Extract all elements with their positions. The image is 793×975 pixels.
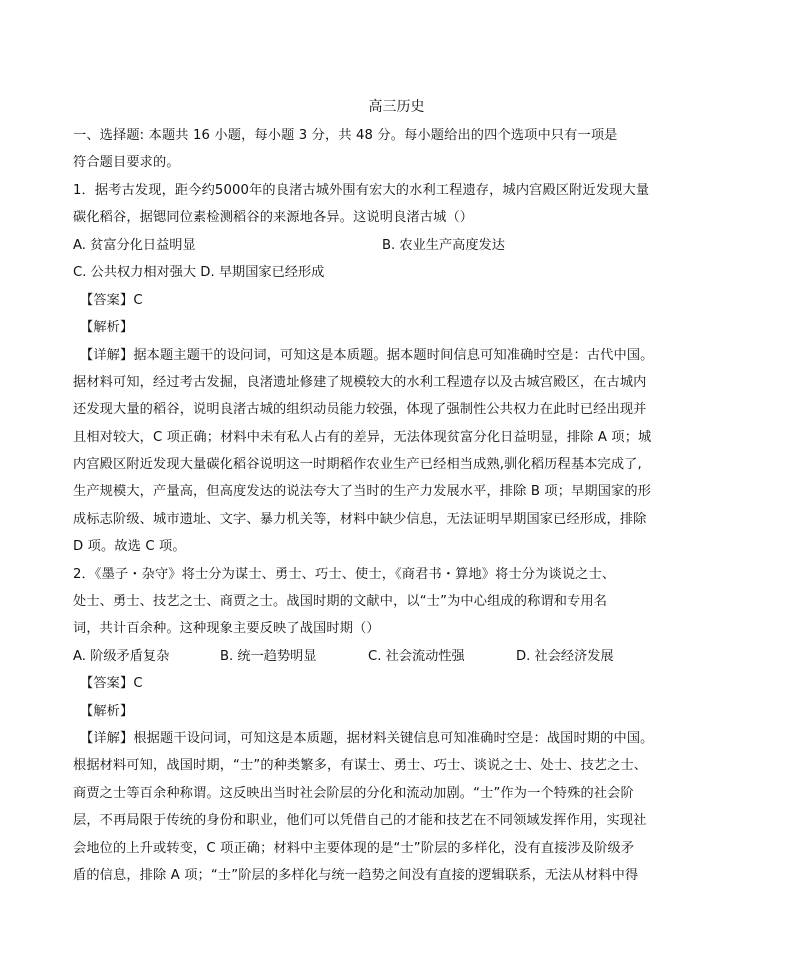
q1-detail-line-5: 内宫殿区附近发现大量碳化稻谷说明这一时期稻作农业生产已经相当成熟,驯化稻历程基本完成了,	[73, 457, 642, 472]
q2-stem-line-3: 词，共计百余种。这种现象主要反映了战国时期（）	[73, 621, 380, 636]
q1-stem-line-1: 1．据考古发现，距今约5000年的良渚古城外围有宏大的水利工程遗存，城内宫殿区附近发现大量	[73, 183, 650, 198]
q2-option-a: A. 阶级矛盾复杂	[73, 649, 170, 664]
q2-option-d: D. 社会经济发展	[516, 649, 614, 664]
q1-option-c-d: C. 公共权力相对强大 D. 早期国家已经形成	[73, 265, 325, 280]
q2-detail-line-4: 层，不再局限于传统的身份和职业，他们可以凭借自己的才能和技艺在不同领域发挥作用，实现社	[73, 813, 647, 828]
q2-answer: 【答案】C	[80, 676, 143, 691]
q2-stem-line-2: 处士、勇士、技艺之士、商贾之士。战国时期的文献中，以“士”为中心组成的称谓和专用名	[73, 594, 608, 609]
section-heading-line-2: 符合题目要求的。	[73, 155, 180, 170]
q1-detail-line-8: D 项。故选 C 项。	[73, 539, 186, 554]
q2-option-c: C. 社会流动性强	[368, 649, 465, 664]
section-heading-line-1: 一、选择题: 本题共 16 小题，每小题 3 分，共 48 分。每小题给出的四个选项中只有一项是	[73, 128, 618, 143]
q1-stem-line-2: 碳化稻谷，据锶同位素检测稻谷的来源地各异。这说明良渚古城（）	[73, 210, 474, 225]
q1-detail-line-4: 且相对较大，C 项正确；材料中未有私人占有的差异，无法体现贫富分化日益明显，排除 A 项；城	[73, 430, 652, 445]
q1-detail-line-3: 还发现大量的稻谷，说明良渚古城的组织动员能力较强，体现了强制性公共权力在此时已经出现并	[73, 402, 647, 417]
q2-detail-line-2: 根据材料可知，战国时期，“士”的种类繁多，有谋士、勇士、巧士、谈说之士、处士、技艺之士、	[73, 758, 648, 773]
q1-detail-line-1: 【详解】据本题主题干的设问词，可知这是本质题。据本题时间信息可知准确时空是：古代中国。	[80, 348, 654, 363]
q1-analysis-label: 【解析】	[80, 320, 134, 335]
q2-detail-line-6: 盾的信息，排除 A 项；“士”阶层的多样化与统一趋势之间没有直接的逻辑联系，无法从材料中得	[73, 868, 639, 883]
page-title: 高三历史	[368, 99, 425, 115]
q2-detail-line-1: 【详解】根据题干设问词，可知这是本质题，据材料关键信息可知准确时空是：战国时期的中国。	[80, 731, 654, 746]
q1-answer: 【答案】C	[80, 293, 143, 308]
q1-detail-line-2: 据材料可知，经过考古发掘，良渚遗址修建了规模较大的水利工程遗存以及古城宫殿区，在古城内	[73, 375, 647, 390]
q1-option-b: B. 农业生产高度发达	[382, 238, 505, 253]
q1-detail-line-6: 生产规模大，产量高，但高度发达的说法夸大了当时的生产力发展水平，排除 B 项；早期国家的形	[73, 484, 652, 499]
q1-option-a: A. 贫富分化日益明显	[73, 238, 196, 253]
q2-stem-line-1: 2．《墨子・杂守》将士分为谋士、勇士、巧士、使士，《商君书・算地》将士分为谈说之士、	[73, 567, 616, 582]
q2-detail-line-3: 商贾之士等百余种称谓。这反映出当时社会阶层的分化和流动加剧。“士”作为一个特殊的社会阶	[73, 786, 634, 801]
q2-detail-line-5: 会地位的上升或转变，C 项正确；材料中主要体现的是“士”阶层的多样化，没有直接涉及阶级矛	[73, 841, 635, 856]
q1-detail-line-7: 成标志阶级、城市遗址、文字、暴力机关等，材料中缺少信息，无法证明早期国家已经形成，排除	[73, 512, 647, 527]
q2-analysis-label: 【解析】	[80, 704, 134, 719]
q2-option-b: B. 统一趋势明显	[220, 649, 317, 664]
